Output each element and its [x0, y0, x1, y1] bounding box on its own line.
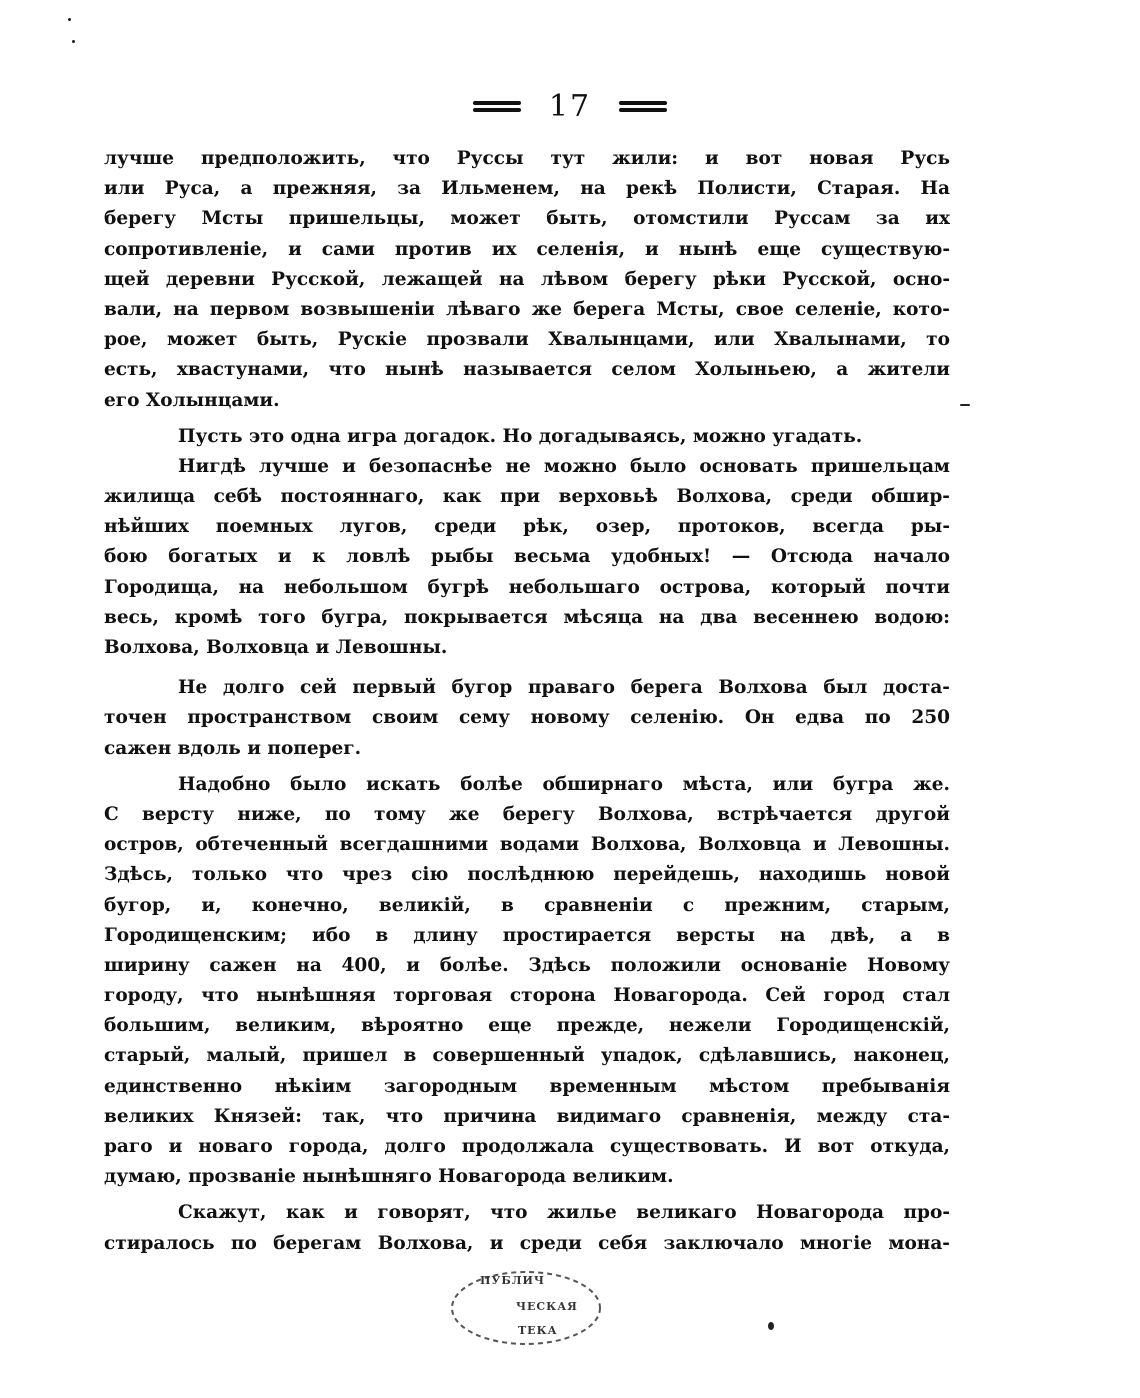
text-line: сажен вдоль и поперег. [104, 737, 362, 759]
ink-speck [960, 404, 970, 406]
paragraph-gap [104, 663, 950, 673]
text-line: Надобно было искать болѣе обширнаго мѣста, или бугра же. [178, 773, 950, 795]
text-line: городу, что нынѣшняя торговая сторона Новагорода. Сей город стал [104, 985, 950, 1007]
text-line: Не долго сей первый бугор праваго берега Волхова был доста- [178, 677, 950, 699]
page-header [0, 86, 1140, 126]
text-line: Волхова, Волховца и Левошны. [104, 637, 448, 658]
text-line: лучше предположить, что Руссы тут жили: и вот новая Русь [104, 148, 950, 169]
text-line: есть, хвастунами, что нынѣ называется селом Холыньею, а жители [104, 359, 950, 381]
text-line: бою богатых и к ловлѣ рыбы весьма удобных! — Отсюда начало [104, 546, 950, 568]
text-line: остров, обтеченный всегдашними водами Волхова, Волховца и Левошны. [104, 834, 950, 856]
text-line: ширину сажен на 400, и болѣе. Здѣсь положили основаніе Новому [104, 954, 950, 976]
page-number: 17 [548, 88, 592, 124]
ink-speck [768, 1322, 774, 1330]
text-line: Пусть это одна игра догадок. Но догадываясь, можно угадать. [178, 425, 863, 447]
text-line: Здѣсь, только что чрез сію послѣднюю перейдешь, находишь новой [104, 864, 950, 886]
stamp-text-top: ПУБЛИЧ [480, 1274, 545, 1287]
text-line: великих Князей: так, что причина видимаго сравненія, между ста- [104, 1105, 950, 1127]
text-line: щей деревни Русской, лежащей на лѣвом берегу рѣки Русской, осно- [104, 268, 950, 290]
text-line: С версту ниже, по тому же берегу Волхова, встрѣчается другой [104, 803, 950, 825]
text-line: Нигдѣ лучше и безопаснѣе не можно было основать пришельцам [178, 455, 950, 477]
ink-speck [72, 40, 75, 43]
header-ornament-right [619, 101, 667, 112]
text-line: раго и новаго города, долго продолжала существовать. И вот откуда, [104, 1136, 950, 1157]
text-line: старый, малый, пришел в совершенный упадок, сдѣлавшись, наконец, [104, 1045, 950, 1067]
stamp-text-middle: ЧЕСКАЯ [516, 1300, 578, 1313]
text-line: вали, на первом возвышеніи лѣваго же берега Мсты, свое селеніе, кото- [104, 298, 950, 320]
text-line: большим, великим, вѣроятно еще прежде, нежели Городищенскій, [104, 1015, 950, 1037]
text-line: или Руса, а прежняя, за Ильменем, на рекѣ Полисти, Старая. На [104, 178, 950, 200]
text-line: Скажут, как и говорят, что жилье великаго Новагорода про- [178, 1202, 950, 1224]
stamp-text-bottom: ТЕКА [518, 1324, 558, 1337]
text-line: его Холынцами. [104, 389, 280, 411]
header-ornament-left [473, 101, 521, 112]
text-line: единственно нѣкіим загородным временным мѣстом пребыванія [104, 1075, 950, 1097]
text-line: весь, кромѣ того бугра, покрывается мѣсяца на два весеннею водою: [104, 606, 950, 628]
text-line: бугор, и, конечно, великій, в сравненіи с прежним, старым, [104, 894, 950, 916]
text-line: рое, может быть, Рускіе прозвали Хвалынцами, или Хвалынами, то [104, 329, 950, 351]
text-line: нѣйших поемных лугов, среди рѣк, озер, протоков, всегда ры- [104, 516, 950, 538]
body-text [104, 144, 950, 1259]
ink-speck [68, 18, 71, 21]
text-line: Городища, на небольшом бугрѣ небольшаго острова, который почти [104, 576, 950, 598]
text-line: жилища себѣ постояннаго, как при верховьѣ Волхова, среди обшир- [104, 486, 950, 508]
text-line: берегу Мсты пришельцы, может быть, отомстили Руссам за их [104, 208, 950, 230]
library-stamp [446, 1266, 606, 1350]
text-line: думаю, прозваніе нынѣшняго Новагорода великим. [104, 1166, 674, 1188]
text-line: сопротивленіе, и сами против их селенія, и нынѣ еще существую- [104, 238, 950, 260]
text-line: стиралось по берегам Волхова, и среди себя заключало многіе мона- [104, 1232, 950, 1254]
text-line: Городищенским; ибо в длину простирается версты на двѣ, а в [104, 924, 950, 946]
text-line: точен пространством своим сему новому селенію. Он едва по 250 [104, 707, 950, 729]
